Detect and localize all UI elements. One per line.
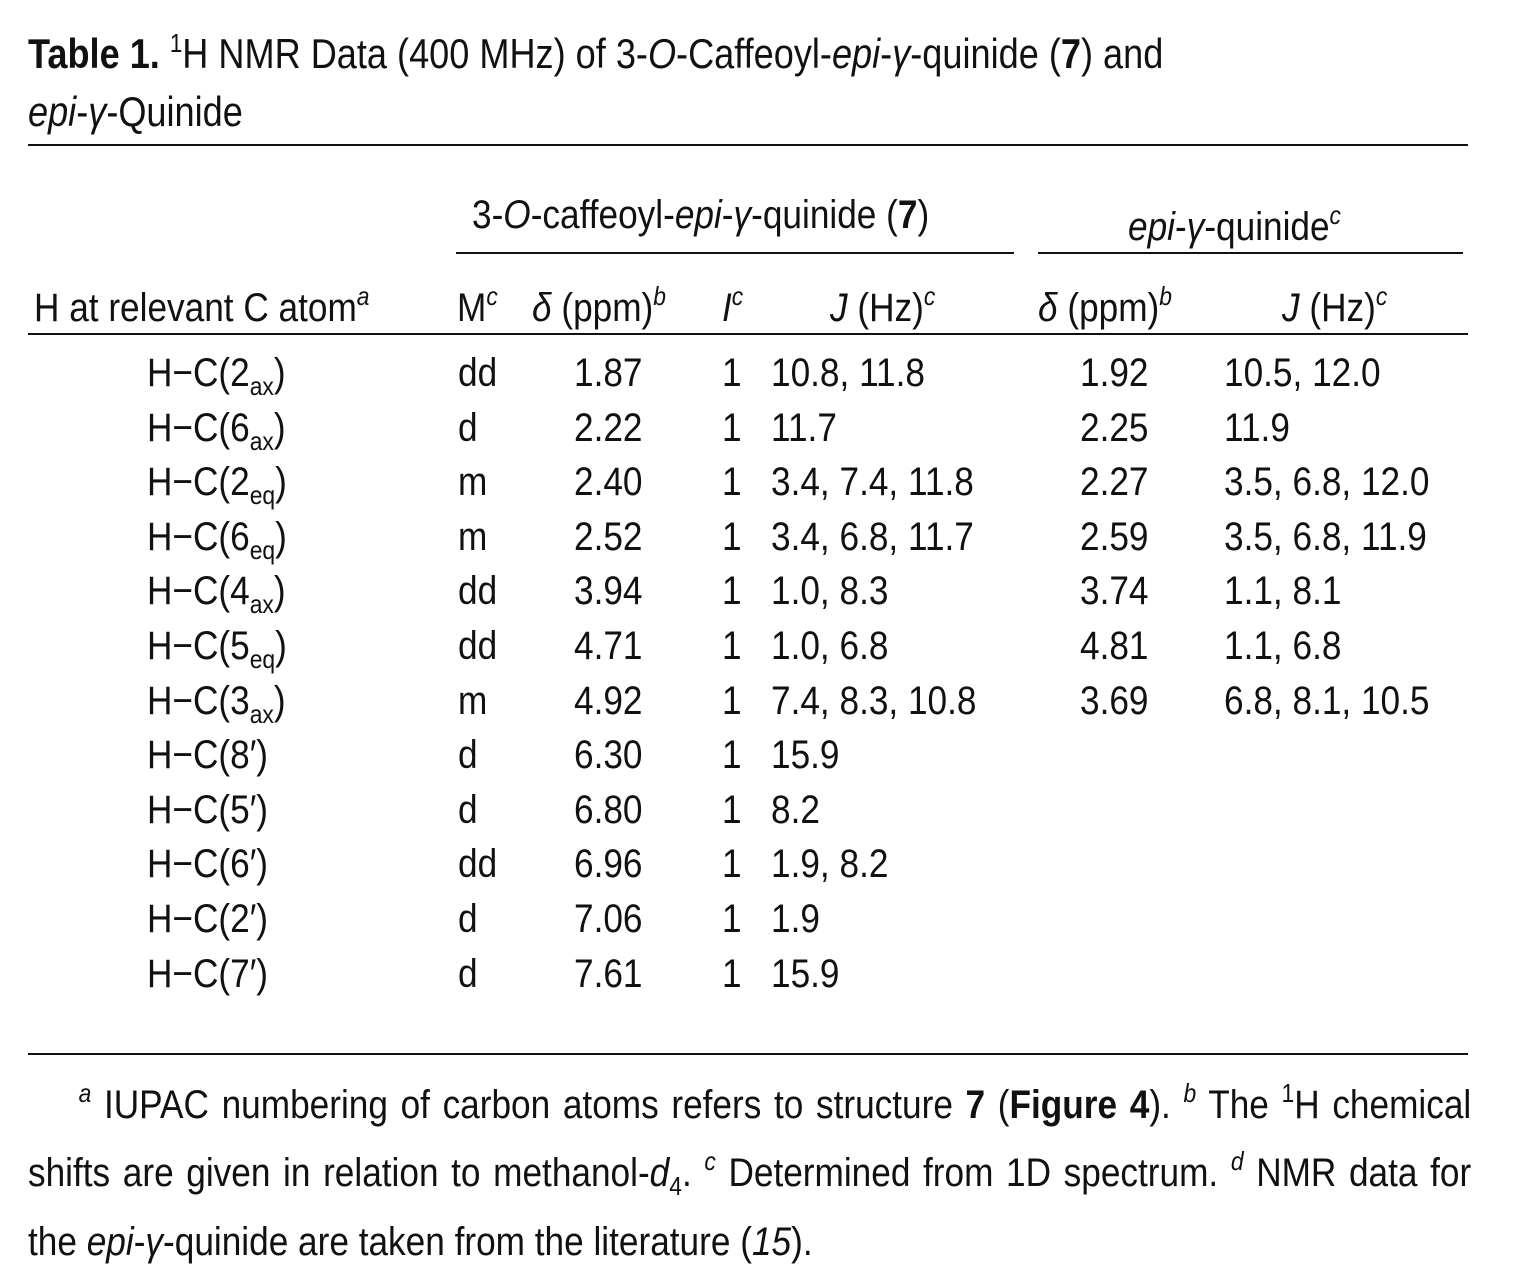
col-header-i: $I^c$ [722, 281, 744, 330]
cell-j: 10.8, 11.8 [771, 351, 925, 395]
cell-i: 1 [722, 514, 742, 559]
cell-delta: 2.52 [574, 514, 643, 559]
cell-h: $H-C(5_{eq})$ [147, 624, 287, 674]
cell-h: H−C(5′) [147, 787, 269, 832]
cell-j2: 11.9 [1224, 405, 1290, 450]
group-rule-quinide [1038, 252, 1463, 254]
cell-j2: 1.1, 6.8 [1224, 624, 1342, 668]
cell-i: 1 [722, 351, 742, 395]
group-header-caffeoyl: 3-O-caffeoyl-epi-γ-quinide (7) [472, 193, 930, 237]
cell-i: 1 [722, 951, 742, 996]
table-label: Table 1. [28, 30, 160, 77]
col-header-j2: J $(Hz)^c$ [1282, 281, 1388, 330]
cell-delta: 2.22 [574, 405, 643, 450]
cell-delta2: 2.27 [1080, 460, 1149, 505]
cell-j: 1.0, 8.3 [771, 569, 889, 614]
cell-i: 1 [722, 569, 742, 614]
cell-i: 1 [722, 460, 742, 505]
cell-j2: 3.5, 6.8, 11.9 [1224, 514, 1427, 559]
cell-delta: 4.71 [574, 624, 643, 668]
cell-m: d [458, 897, 478, 941]
cell-delta: 7.61 [574, 951, 643, 996]
cell-m: dd [458, 569, 498, 614]
footnote-a-mark: a [78, 1078, 92, 1108]
header-rule [28, 333, 1468, 335]
cell-delta: 6.80 [574, 787, 643, 832]
cell-delta2: 1.92 [1080, 351, 1149, 395]
table-caption: Table 1. $^1$H NMR Data (400 MHz) of 3-O-Caffeoyl-epi-γ-quinide (7) and epi-γ-Quinide [28, 28, 1164, 135]
cell-h: H−C(7′) [147, 951, 269, 996]
cell-h: H−C(2′) [147, 897, 269, 941]
cell-m: d [458, 951, 478, 996]
cell-h: $H-C(3_{ax})$ [147, 678, 286, 729]
cell-m: m [458, 460, 488, 505]
cell-j2: 3.5, 6.8, 12.0 [1224, 460, 1430, 505]
cell-m: d [458, 787, 478, 832]
cell-j: 15.9 [771, 951, 840, 996]
cell-delta2: 3.74 [1080, 569, 1149, 614]
cell-m: dd [458, 842, 498, 887]
cell-j: 8.2 [771, 787, 820, 832]
cell-j: 1.0, 6.8 [771, 624, 889, 668]
cell-h: $H-C(4_{ax})$ [147, 569, 286, 620]
cell-j: 7.4, 8.3, 10.8 [771, 678, 977, 723]
col-header-delta2: δ (ppm)$^b$ [1038, 281, 1173, 330]
cell-j2: 1.1, 8.1 [1224, 569, 1342, 614]
cell-h: H−C(8′) [147, 733, 269, 778]
group-header-quinide: epi-γ-quinide$^c$ [1128, 200, 1342, 249]
bottom-rule [28, 1053, 1468, 1055]
cell-m: dd [458, 351, 498, 395]
cell-delta: 1.87 [574, 351, 643, 395]
cell-m: d [458, 405, 478, 450]
caption-sup: 1 [169, 28, 183, 58]
col-header-delta: δ (ppm)$^b$ [532, 281, 667, 330]
cell-h: $H-C(6_{eq})$ [147, 514, 287, 565]
col-header-j: J $(Hz)^c$ [830, 281, 936, 330]
footnote-b-mark: b [1183, 1078, 1197, 1108]
top-rule [28, 144, 1468, 146]
cell-delta: 6.96 [574, 842, 643, 887]
cell-i: 1 [722, 787, 742, 832]
col-header-m: $M^c$ [457, 281, 498, 330]
cell-delta: 3.94 [574, 569, 643, 614]
cell-h: $H-C(2_{ax})$ [147, 351, 286, 401]
cell-j: 1.9 [771, 897, 820, 941]
cell-delta2: 2.25 [1080, 405, 1149, 450]
cell-j: 1.9, 8.2 [771, 842, 889, 887]
cell-i: 1 [722, 678, 742, 723]
cell-m: dd [458, 624, 498, 668]
cell-j: 11.7 [771, 405, 837, 450]
cell-m: d [458, 733, 478, 778]
cell-delta: 2.40 [574, 460, 643, 505]
cell-delta: 4.92 [574, 678, 643, 723]
cell-j: 3.4, 6.8, 11.7 [771, 514, 974, 559]
cell-m: m [458, 514, 488, 559]
cell-delta2: 4.81 [1080, 624, 1149, 668]
cell-delta: 6.30 [574, 733, 643, 778]
footnotes: $^a$ IUPAC numbering of carbon atoms refers to structure 7 (Figure 4). $^b$ The $^1$H chemical shifts are given in relation to methanol-$d_4$. $^c$ Determined from 1D spectrum. $^d$ NMR data for the epi-γ-quinide are taken from the literature (15). [28, 1078, 1472, 1264]
cell-h: $H-C(6_{ax})$ [147, 405, 286, 456]
cell-j: 15.9 [771, 733, 840, 778]
cell-j: 3.4, 7.4, 11.8 [771, 460, 974, 505]
cell-delta2: 2.59 [1080, 514, 1149, 559]
cell-h: $H-C(2_{eq})$ [147, 460, 287, 511]
cell-i: 1 [722, 624, 742, 668]
col-header-h: H at relevant C atom$^a$ [34, 281, 370, 330]
cell-j2: 10.5, 12.0 [1224, 351, 1381, 395]
cell-j2: 6.8, 8.1, 10.5 [1224, 678, 1430, 723]
cell-i: 1 [722, 405, 742, 450]
cell-h: H−C(6′) [147, 842, 269, 887]
footnote-c-mark: c [704, 1146, 716, 1176]
cell-delta2: 3.69 [1080, 678, 1149, 723]
footnote-d-mark: d [1230, 1146, 1244, 1176]
cell-i: 1 [722, 733, 742, 778]
cell-m: m [458, 678, 488, 723]
cell-i: 1 [722, 897, 742, 941]
cell-delta: 7.06 [574, 897, 643, 941]
group-rule-caffeoyl [456, 252, 1014, 254]
cell-i: 1 [722, 842, 742, 887]
